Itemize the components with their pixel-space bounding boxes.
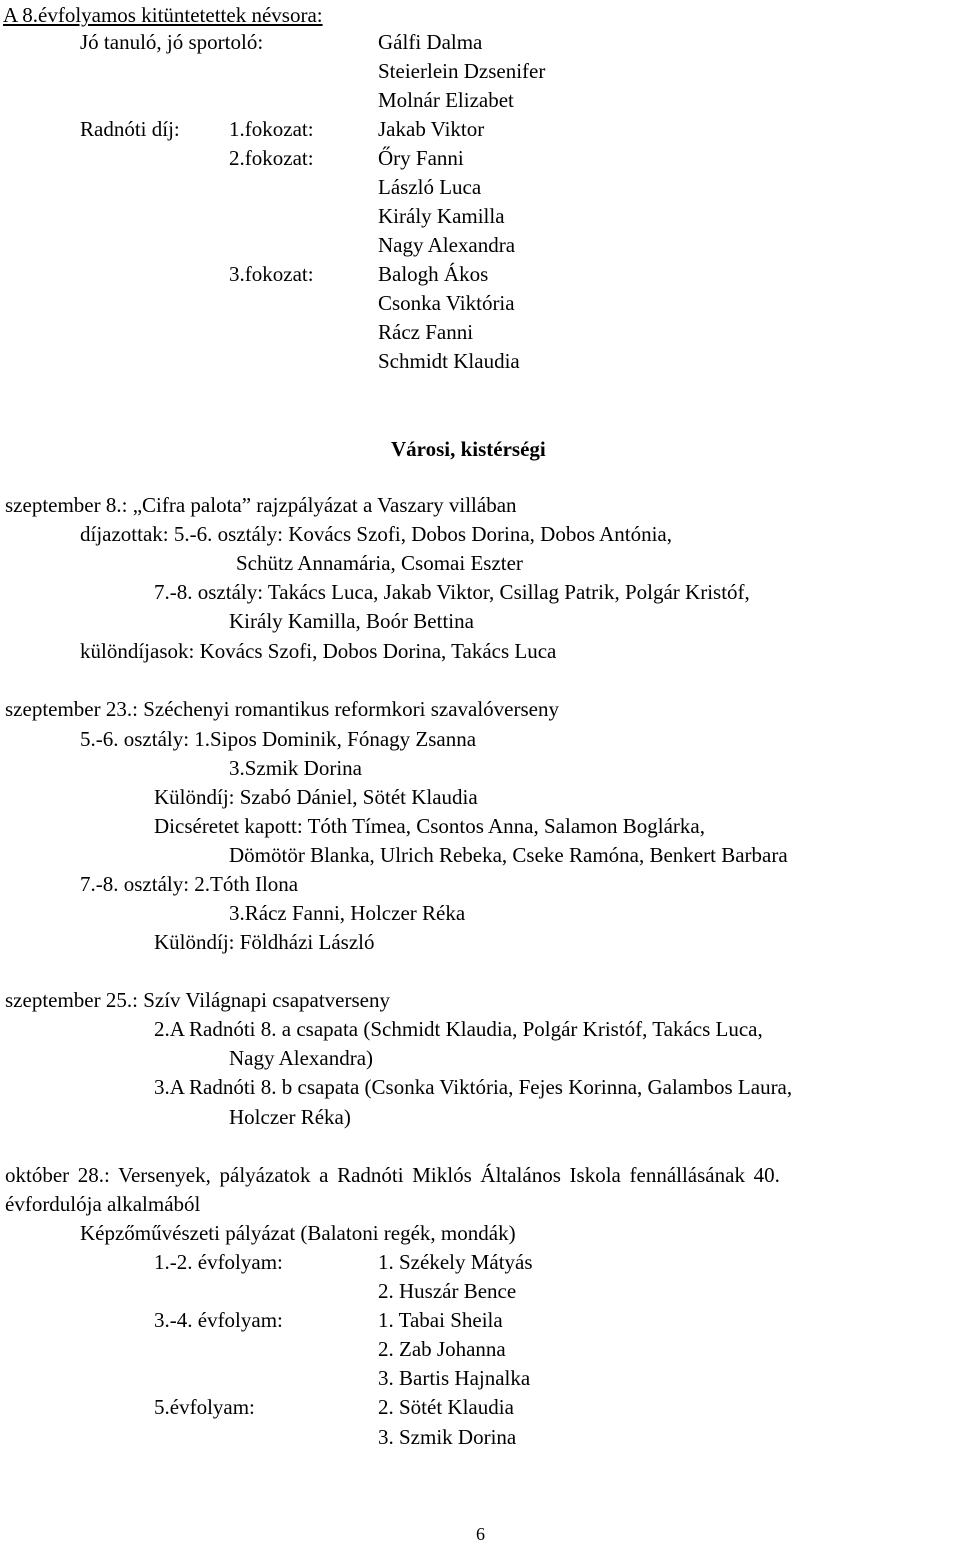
good-student-name: Steierlein Dzsenifer: [378, 59, 546, 83]
good-student-name: Gálfi Dalma: [378, 30, 483, 54]
grade-label: 3.-4. évfolyam:: [154, 1308, 283, 1332]
radnoti-level-label: 2.fokozat:: [229, 146, 314, 170]
radnoti-name: Nagy Alexandra: [378, 233, 516, 257]
event-line: díjazottak: 5.-6. osztály: Kovács Szofi, Dobos Dorina, Dobos Antónia,: [80, 522, 672, 546]
event-line: 7.-8. osztály: 2.Tóth Ilona: [80, 872, 299, 896]
winner-name: 1. Tabai Sheila: [378, 1308, 503, 1332]
section-title: Városi, kistérségi: [391, 437, 546, 461]
event-line: 3.Rácz Fanni, Holczer Réka: [229, 901, 466, 925]
grade-label: 5.évfolyam:: [154, 1395, 255, 1419]
good-student-label: Jó tanuló, jó sportoló:: [80, 30, 264, 54]
good-student-name: Molnár Elizabet: [378, 88, 514, 112]
radnoti-name: Őry Fanni: [378, 146, 464, 170]
radnoti-award-label: Radnóti díj:: [80, 117, 180, 141]
radnoti-name: Csonka Viktória: [378, 291, 515, 315]
event-line: évfordulója alkalmából: [5, 1192, 201, 1216]
event-line: 7.-8. osztály: Takács Luca, Jakab Viktor, Csillag Patrik, Polgár Kristóf,: [154, 580, 750, 604]
radnoti-name: Király Kamilla: [378, 204, 505, 228]
radnoti-name: Rácz Fanni: [378, 320, 474, 344]
winner-name: 2. Zab Johanna: [378, 1337, 506, 1361]
radnoti-name: Balogh Ákos: [378, 262, 489, 286]
event-line: Képzőművészeti pályázat (Balatoni regék, mondák): [80, 1221, 516, 1245]
event-line: különdíjasok: Kovács Szofi, Dobos Dorina, Takács Luca: [80, 639, 557, 663]
radnoti-name: Schmidt Klaudia: [378, 349, 520, 373]
event-line: Különdíj: Szabó Dániel, Sötét Klaudia: [154, 785, 478, 809]
winner-name: 2. Sötét Klaudia: [378, 1395, 514, 1419]
winner-name: 2. Huszár Bence: [378, 1279, 517, 1303]
event-line: Schütz Annamária, Csomai Eszter: [236, 551, 523, 575]
radnoti-level-label: 1.fokozat:: [229, 117, 314, 141]
radnoti-level-label: 3.fokozat:: [229, 262, 314, 286]
event-heading: szeptember 25.: Szív Világnapi csapatverseny: [5, 988, 390, 1012]
radnoti-name: László Luca: [378, 175, 482, 199]
event-line: 2.A Radnóti 8. a csapata (Schmidt Klaudia, Polgár Kristóf, Takács Luca,: [154, 1017, 763, 1041]
event-line: Dicséretet kapott: Tóth Tímea, Csontos Anna, Salamon Boglárka,: [154, 814, 705, 838]
event-line: 3.A Radnóti 8. b csapata (Csonka Viktória, Fejes Korinna, Galambos Laura,: [154, 1075, 793, 1099]
grade-label: 1.-2. évfolyam:: [154, 1250, 283, 1274]
event-line: Különdíj: Földházi László: [154, 930, 375, 954]
event-line: Holczer Réka): [229, 1105, 351, 1129]
event-line: Király Kamilla, Boór Bettina: [229, 609, 474, 633]
page-header: A 8.évfolyamos kitüntetettek névsora:: [3, 3, 323, 27]
event-line: Dömötör Blanka, Ulrich Rebeka, Cseke Ramóna, Benkert Barbara: [229, 843, 788, 867]
event-line: 3.Szmik Dorina: [229, 756, 362, 780]
event-line: Nagy Alexandra): [229, 1046, 374, 1070]
event-line: 5.-6. osztály: 1.Sipos Dominik, Fónagy Zsanna: [80, 727, 477, 751]
radnoti-name: Jakab Viktor: [378, 117, 485, 141]
event-heading: október 28.: Versenyek, pályázatok a Radnóti Miklós Általános Iskola fennállásának 40.: [5, 1163, 780, 1187]
winner-name: 3. Bartis Hajnalka: [378, 1366, 531, 1390]
winner-name: 3. Szmik Dorina: [378, 1425, 517, 1449]
event-heading: szeptember 8.: „Cifra palota” rajzpályázat a Vaszary villában: [5, 493, 517, 517]
event-heading: szeptember 23.: Széchenyi romantikus reformkori szavalóverseny: [5, 697, 559, 721]
winner-name: 1. Székely Mátyás: [378, 1250, 533, 1274]
page-number: 6: [476, 1524, 485, 1544]
